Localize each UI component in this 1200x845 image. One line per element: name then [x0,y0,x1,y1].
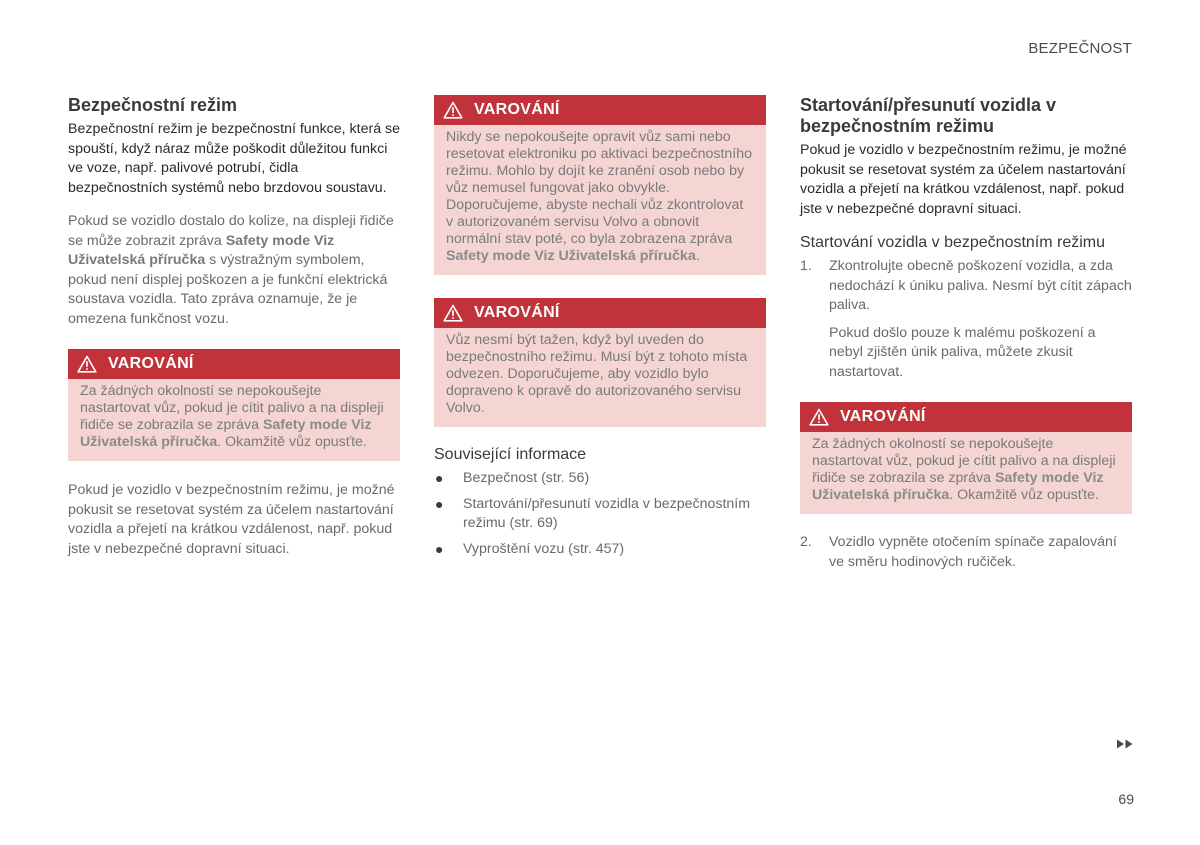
related-links-list [434,469,766,559]
related-info-title: Související informace [434,446,587,463]
intro-paragraph: Pokud je vozidlo v bezpečnostním režimu, je možné pokusit se resetovat systém za účelem nastartování vozidla a přejetí na krátkou vzdálenost, např. pokud jste v nebezpečné dopravní situaci. [800,142,1127,217]
warning-header [434,95,766,125]
warning-label: VAROVÁNÍ [840,408,926,425]
related-link[interactable]: ● Bezpečnost (str. 56) [434,469,766,489]
column-right [800,95,1132,572]
warning-box [800,402,1132,514]
warning-triangle-icon [77,355,97,373]
related-link[interactable]: ● Startování/přesunutí vozidla v bezpečnostním režimu (str. 69) [435,495,751,531]
warning-text: Za žádných okolností se nepokoušejte nastartovat vůz, pokud je cítit palivo a na displeji řidiče se zobrazila se zpráva Safety mode Viz Uživatelská příručka. Okamžitě vůz opusťte. [800,432,1132,514]
column-middle [434,95,766,565]
warning-header [68,349,400,379]
intro-paragraph: Bezpečnostní režim je bezpečnostní funkce, která se spouští, když náraz může poškodit důležitou funkci ve voze, např. palivové potrubí, čidla bezpečnostních systémů nebo brzdovou soustavu. [68,121,401,196]
warning-label: VAROVÁNÍ [474,304,560,321]
step-item: 1. Zkontrolujte obecně poškození vozidla, a zda nedochází k úniku paliva. Nesmí být cítit zápach paliva. [800,258,1132,313]
page-number: 69 [1118,791,1134,807]
section-header: BEZPEČNOST [1028,40,1132,57]
warning-text: Za žádných okolností se nepokoušejte nastartovat vůz, pokud je cítit palivo a na displeji řidiče se zobrazila se zpráva Safety mode Viz Uživatelská příručka. Okamžitě vůz opusťte. [68,379,400,461]
related-link[interactable]: ● Vyproštění vozu (str. 457) [434,540,766,560]
warning-triangle-icon [443,304,463,322]
steps-list [800,257,1132,316]
bullet-icon: ● [435,495,444,512]
continue-arrow-icon [1116,736,1134,754]
section-title: Startování/přesunutí vozidla v bezpečnostním režimu [800,95,1057,136]
section-title: Bezpečnostní režim [68,95,238,115]
column-left [68,95,400,559]
collision-paragraph: Pokud se vozidlo dostalo do kolize, na displeji řidiče se může zobrazit zpráva Safety mode Viz Uživatelská příručka s výstražným symbolem, pokud není displej poškozen a je funkční elektrická soustava vozidla. Tato zpráva oznamuje, že je omezena funkčnost vozu. [68,213,394,327]
bullet-icon: ● [435,540,444,557]
warning-triangle-icon [443,101,463,119]
warning-label: VAROVÁNÍ [108,355,194,372]
reset-paragraph: Pokud je vozidlo v bezpečnostním režimu, je možné pokusit se resetovat systém za účelem nastartování vozidla a přejetí na krátkou vzdálenost, např. pokud jste v nebezpečné dopravní situaci. [68,482,395,557]
warning-box-towing [434,298,766,427]
step-note: Pokud došlo pouze k malému poškození a nebyl zjištěn únik paliva, můžete zkusit nastartovat. [829,324,1096,380]
bullet-icon: ● [435,470,444,486]
warning-triangle-icon [809,408,829,426]
warning-text: Vůz nesmí být tažen, když byl uveden do bezpečnostního režimu. Musí být z tohoto místa odvezen. Doporučujeme, aby vozidlo bylo dopraveno k opravě do autorizovaného servisu Volvo. [434,328,766,427]
warning-label: VAROVÁNÍ [474,101,560,118]
subsection-title: Startování vozidla v bezpečnostním režimu [800,234,1106,251]
warning-header [800,402,1132,432]
warning-box-repair [434,95,766,275]
warning-box [68,349,400,461]
steps-list-continued [800,533,1132,572]
warning-header [434,298,766,328]
warning-text: Nikdy se nepokoušejte opravit vůz sami nebo resetovat elektroniku po aktivaci bezpečnostního režimu. Mohlo by dojít ke zranění osob nebo by vůz nemusel fungovat jako obvykle. Doporučujeme, abyste nechali vůz zkontrolovat v autorizovaném servisu Volvo a obnovit normální stav poté, co byla zobrazena zpráva Safety mode Viz Uživatelská příručka. [434,125,766,275]
step-item: 2. Vozidlo vypněte otočením spínače zapalování ve směru hodinových ručiček. [800,534,1117,570]
